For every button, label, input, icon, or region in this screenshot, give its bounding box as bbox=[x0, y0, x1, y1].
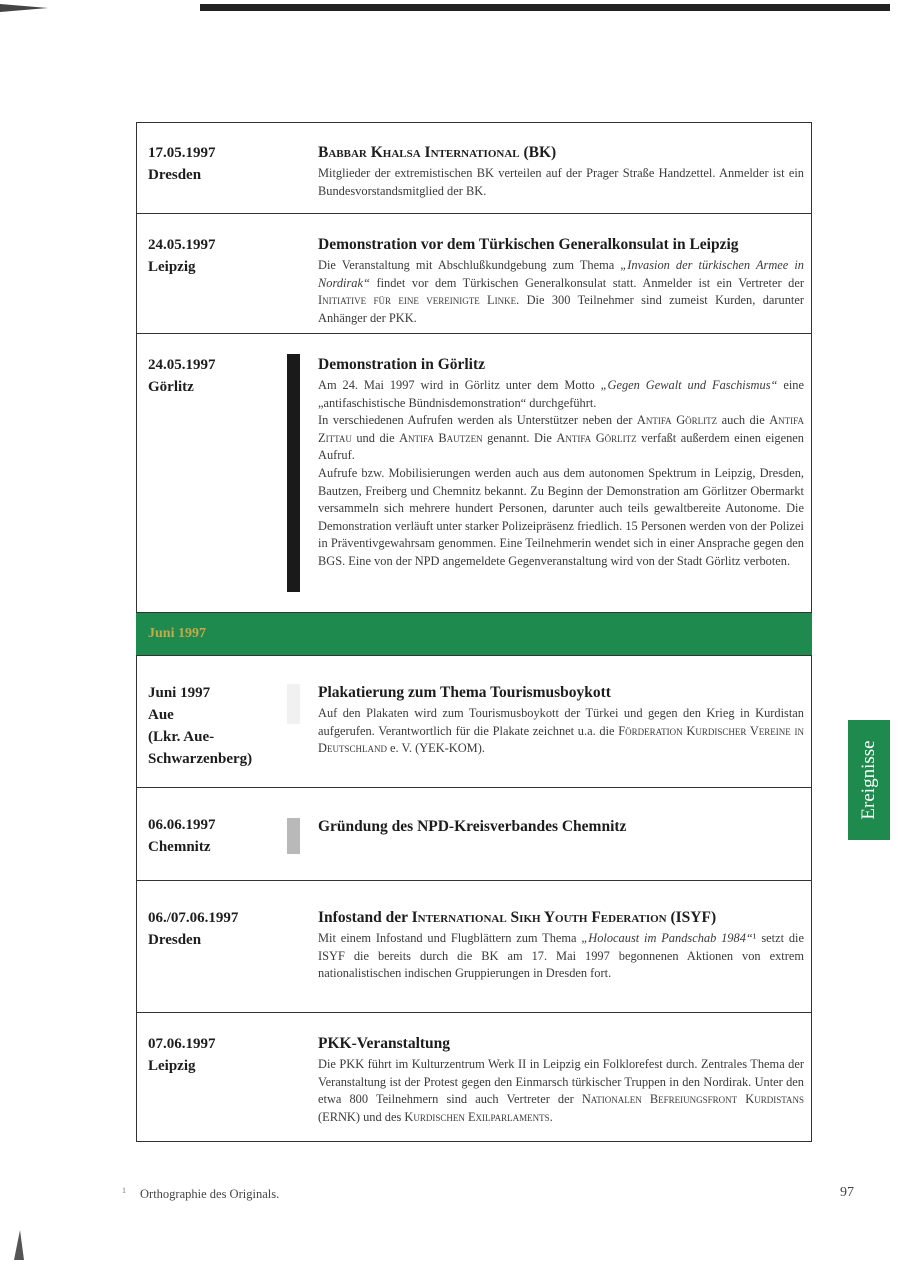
event-title: Babbar Khalsa International (BK) bbox=[318, 144, 557, 161]
event-entry bbox=[136, 1013, 812, 1142]
event-entry bbox=[136, 881, 812, 1013]
event-title: Demonstration vor dem Türkischen Generalkonsulat in Leipzig bbox=[318, 236, 739, 253]
marker-bar bbox=[287, 354, 300, 592]
event-title: Gründung des NPD-Kreisverbandes Chemnitz bbox=[318, 818, 627, 835]
event-description: Am 24. Mai 1997 wird in Görlitz unter dem Motto „Gegen Gewalt und Faschismus“ eine „antifaschistische Bündnisdemonstration“ durchgeführt. In verschiedenen Aufrufen werden als Unterstützer neben der Antifa Görlitz auch die Antifa Zittau und die Antifa Bautzen genannt. Die Antifa Görlitz verfaßt außerdem einen eigenen Aufruf. Aufrufe bzw. Mobilisierungen werden auch aus dem autonomen Spektrum in Leipzig, Dresden, Bautzen, Freiberg und Chemnitz bekannt. Zu Beginn der Demonstration am Görlitzer Obermarkt versammeln sich mehrere hundert Personen, darunter auch teils gewaltbereite Autonome. Die Demonstration verläuft unter starker Polizeipräsenz friedlich. 15 Personen werden von der Polizei in Präventivgewahrsam genommen. Eine Teilnehmerin wendet sich in einer Ansprache gegen den BGS. Eine von der NPD angemeldete Gegenveranstaltung wird von der Stadt Görlitz verboten. bbox=[318, 378, 804, 568]
event-date: 24.05.1997 Görlitz bbox=[148, 357, 216, 395]
event-date: 06.06.1997 Chemnitz bbox=[148, 817, 216, 855]
event-date: 07.06.1997 Leipzig bbox=[148, 1036, 216, 1074]
event-date: 06./07.06.1997 Dresden bbox=[148, 910, 239, 948]
event-description: Mit einem Infostand und Flugblättern zum Thema „Holocaust im Pandschab 1984“¹ setzt die ISYF die bereits durch die BK am 17. Mai 1997 begonnenen Aktionen von extrem nationalistischen indischen Gruppierungen in Dresden fort. bbox=[318, 931, 804, 981]
event-entry bbox=[136, 122, 812, 214]
event-date: Juni 1997 Aue (Lkr. Aue- Schwarzenberg) bbox=[148, 685, 253, 767]
month-label: Juni 1997 bbox=[148, 626, 206, 641]
event-description: Mitglieder der extremistischen BK verteilen auf der Prager Straße Handzettel. Anmelder ist ein Bundesvorstandsmitglied der BK. bbox=[318, 166, 804, 198]
event-entry bbox=[136, 788, 812, 881]
event-title: Infostand der International Sikh Youth Federation (ISYF) bbox=[318, 909, 717, 926]
event-date: 17.05.1997 Dresden bbox=[148, 145, 216, 183]
section-tab bbox=[848, 720, 890, 840]
crop-mark bbox=[0, 0, 50, 14]
top-rule bbox=[200, 4, 890, 11]
scan-mark bbox=[6, 1230, 28, 1260]
event-description: Die Veranstaltung mit Abschlußkundgebung zum Thema „Invasion der türkischen Armee in Nordirak“ findet vor dem Türkischen Generalkonsulat statt. Anmelder ist ein Vertreter der Initiative für eine vereinigte Linke. Die 300 Teilnehmer sind zumeist Kurden, darunter Anhänger der PKK. bbox=[318, 258, 805, 325]
event-date: 24.05.1997 Leipzig bbox=[148, 237, 216, 275]
event-description: Die PKK führt im Kulturzentrum Werk II in Leipzig ein Folklorefest durch. Zentrales Thema der Veranstaltung ist der Protest gegen den Einmarsch türkischer Truppen in den Nordirak. Unter den etwa 800 Teilnehmern sind auch Vertreter der Nationalen Befreiungsfront Kurdistans (ERNK) und des Kurdischen Exilparlaments. bbox=[318, 1057, 804, 1124]
event-title: Demonstration in Görlitz bbox=[318, 356, 486, 373]
event-title: PKK-Veranstaltung bbox=[318, 1035, 451, 1052]
event-entry bbox=[136, 656, 812, 788]
event-description: Auf den Plakaten wird zum Tourismusboykott der Türkei und gegen den Krieg in Kurdistan aufgerufen. Verantwortlich für die Plakate zeichnet u.a. die Förderation Kurdischer Vereine in Deutschland e. V. (YEK-KOM). bbox=[318, 706, 804, 756]
event-title: Plakatierung zum Thema Tourismusboykott bbox=[318, 684, 611, 701]
section-tab-label: Ereignisse bbox=[858, 740, 879, 820]
footnote: $^1$ Orthographie des Originals. bbox=[122, 1186, 280, 1202]
month-header bbox=[136, 613, 812, 656]
page-number: 97 bbox=[840, 1185, 854, 1200]
marker-bar bbox=[287, 818, 300, 854]
event-entry bbox=[136, 214, 812, 334]
event-entry bbox=[136, 334, 812, 613]
marker-bar bbox=[287, 684, 300, 724]
